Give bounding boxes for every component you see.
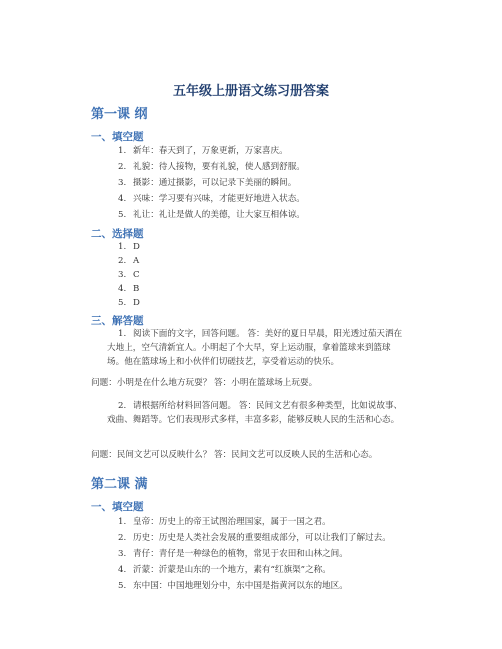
list-item [0, 579, 502, 593]
item-number: 4. [118, 565, 127, 575]
lesson-1-choice-heading: 二、选择题 [91, 228, 144, 240]
list-item [0, 208, 502, 222]
item-number: 5. [118, 298, 127, 308]
list-item [0, 160, 502, 174]
item-text: 摄影：通过摄影，可以记录下美丽的瞬间。 [133, 178, 297, 188]
list-item [0, 563, 502, 577]
item-text: 新年：春天到了，万象更新，万家喜庆。 [133, 146, 288, 156]
item-number: 2. [118, 401, 127, 411]
qa-line-1: 问题：小明是在什么地方玩耍？ 答：小明在篮球场上玩耍。 [91, 378, 318, 388]
lesson-1-heading: 第一课 纲 [91, 107, 148, 122]
document-title: 五年级上册语文练习册答案 [172, 84, 329, 99]
list-item [0, 296, 502, 310]
paragraph-text: 阅读下面的文字，回答问题。 答：美好的夏日早晨，阳光透过茄天洒在大地上，空气清新宜人。小明起了个大早，穿上运动服，拿着篮球来到篮球场。他在篮球场上和小伙伴们切磋技艺，享受着运动的快乐。 [107, 329, 403, 367]
item-number: 5. [118, 581, 127, 591]
item-number: 1. [118, 329, 127, 339]
item-number: 4. [118, 194, 127, 204]
item-text: 礼貌：待人接物，要有礼貌，使人感到舒服。 [133, 162, 305, 172]
item-text: 青仔：青仔是一种绿色的植物，常见于农田和山林之间。 [133, 549, 348, 559]
item-text: 皇帝：历史上的帝王试图治理国家，属于一国之君。 [133, 517, 331, 527]
list-item [0, 254, 502, 268]
item-text: 历史：历史是人类社会发展的重要组成部分，可以让我们了解过去。 [133, 533, 391, 543]
item-text: A [133, 256, 140, 266]
item-number: 2. [118, 162, 127, 172]
item-number: 2. [118, 533, 127, 543]
item-number: 2. [118, 256, 127, 266]
list-item [0, 192, 502, 206]
lesson-2-fill-heading: 一、填空题 [91, 501, 144, 513]
list-item [0, 144, 502, 158]
lesson-1-fill-heading: 一、填空题 [91, 131, 144, 143]
item-text: 兴味：学习要有兴味，才能更好地进入状态。 [133, 194, 305, 204]
item-text: 沂蒙：沂蒙是山东的一个地方，素有“红旗渠”之称。 [133, 565, 331, 575]
item-text: B [133, 284, 140, 294]
item-number: 1. [118, 517, 127, 527]
item-number: 4. [118, 284, 127, 294]
list-item [0, 547, 502, 561]
list-item [0, 176, 502, 190]
item-text: C [133, 270, 140, 280]
item-text: D [133, 298, 140, 308]
item-number: 3. [118, 549, 127, 559]
list-item [0, 240, 502, 254]
item-number: 3. [118, 178, 127, 188]
answer-paragraph-2 [107, 399, 407, 427]
lesson-1-answer-heading: 三、解答题 [91, 315, 144, 327]
list-item [0, 268, 502, 282]
lesson-2-heading: 第二课 满 [91, 477, 148, 492]
list-item [0, 515, 502, 529]
item-text: 礼让：礼让是做人的美德，让大家互相体谅。 [133, 210, 305, 220]
item-number: 3. [118, 270, 127, 280]
item-number: 5. [118, 210, 127, 220]
paragraph-text: 请根据所给材料回答问题。 答：民间文艺有很多种类型，比如说故事、戏曲、舞蹈等。它们表现形式多样，丰富多彩，能够反映人民的生活和心态。 [107, 401, 403, 425]
answer-paragraph-1 [107, 327, 407, 369]
item-number: 1. [118, 146, 127, 156]
item-text: 东中国：中国地理划分中，东中国是指黄河以东的地区。 [133, 581, 348, 591]
list-item [0, 282, 502, 296]
item-text: D [133, 242, 140, 252]
list-item [0, 531, 502, 545]
qa-line-2: 问题：民间文艺可以反映什么？ 答：民间文艺可以反映人民的生活和心态。 [91, 450, 378, 460]
item-number: 1. [118, 242, 127, 252]
